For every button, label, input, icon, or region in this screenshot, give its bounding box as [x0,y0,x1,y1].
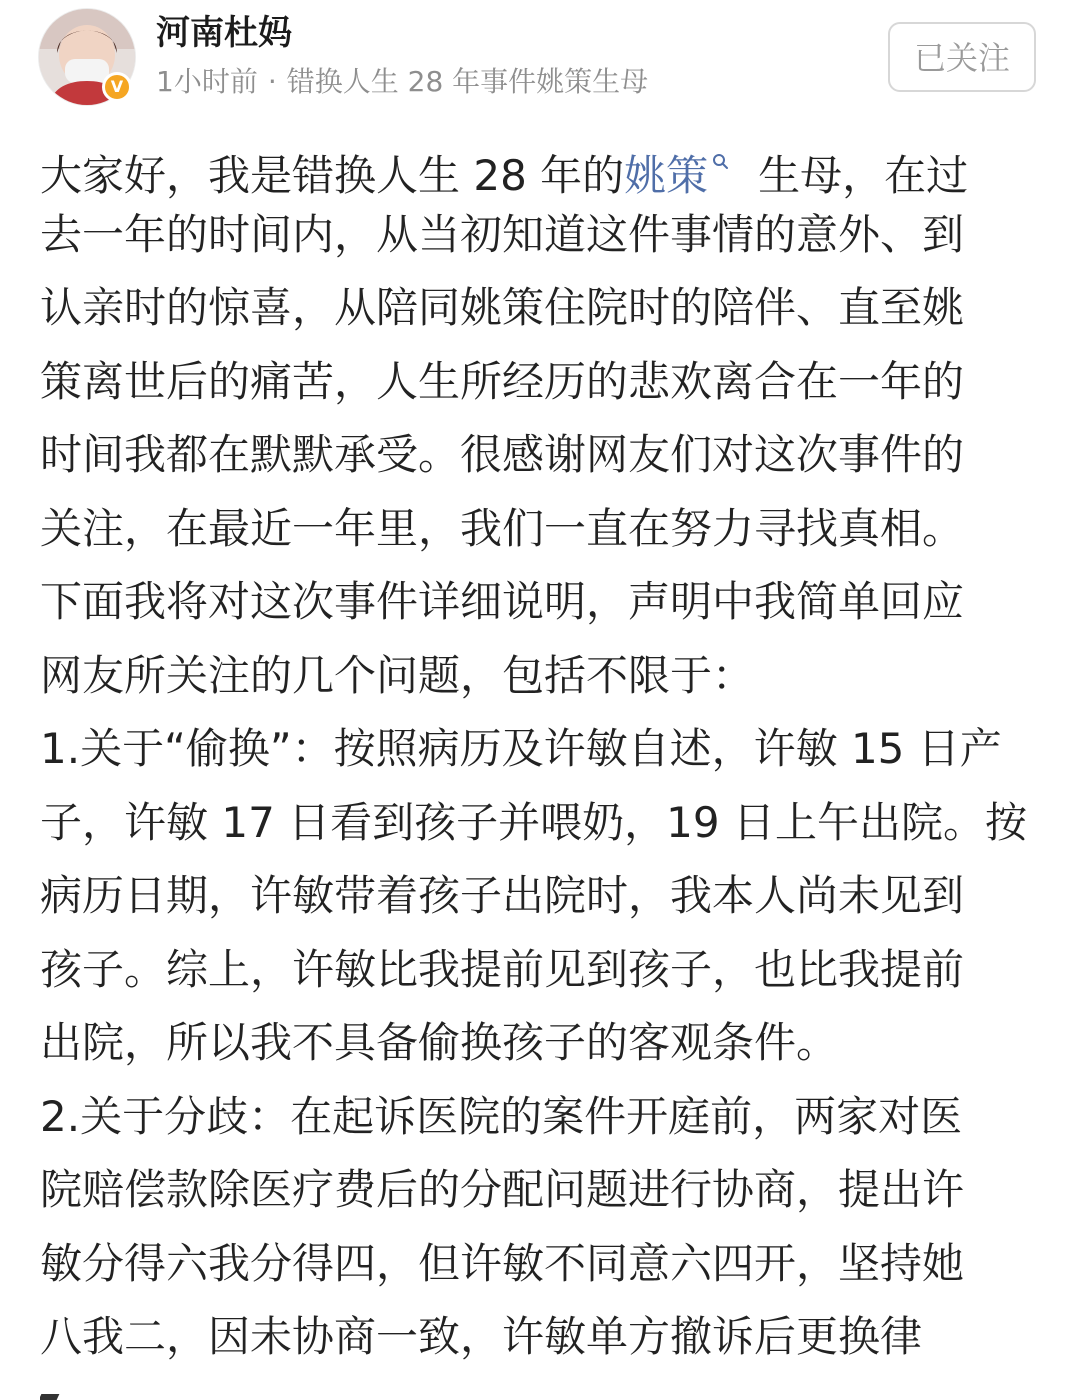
post-line: 敏分得六我分得四，但许敏不同意六四开，坚持她 [40,1238,965,1288]
post-line: 病历日期，许敏带着孩子出院时，我本人尚未见到 [40,871,965,920]
post-meta [156,64,648,100]
post-content [40,124,1040,1374]
user-description: 错换人生 28 年事件姚策生母 [286,65,649,98]
post-line: 去一年的时间内，从当初知道这件事情的意外、到 [40,209,965,259]
post-line: 认亲时的惊喜，从陪同姚策住院时的陪伴、直至姚 [40,283,965,332]
post-line: 子，许敏 17 日看到孩子并喂奶，19 日上午出院。按 [40,797,1027,847]
topic-link[interactable]: 姚策 [624,151,709,200]
user-name[interactable]: 河南杜妈 [156,13,292,53]
post-line: 八我二，因未协商一致，许敏单方撤诉后更换律 [40,1312,923,1361]
post-line [40,124,1040,198]
post-line: 出院，所以我不具备偷换孩子的客观条件。 [40,1018,839,1067]
meta-separator: · [267,65,277,98]
post-text: 生母，在过 [758,151,969,200]
follow-button[interactable]: 已关注 [888,22,1036,92]
post-line: 策离世后的痛苦，人生所经历的悲欢离合在一年的 [40,356,965,406]
post-line: 院赔偿款除医疗费后的分配问题进行协商，提出许 [40,1165,965,1214]
verified-icon: V [102,72,132,102]
post-line: 时间我都在默默承受。很感谢网友们对这次事件的 [40,430,965,479]
post-header [0,0,1080,120]
post-line: 孩子。综上，许敏比我提前见到孩子，也比我提前 [40,944,965,994]
search-icon[interactable] [712,124,746,158]
post-line: 1.关于“偷换”：按照病历及许敏自述，许敏 15 日产 [40,724,1002,773]
post-line: 下面我将对这次事件详细说明，声明中我简单回应 [40,577,965,626]
post-time: 1小时前 [156,65,258,98]
post-text: 大家好，我是错换人生 28 年的 [40,151,625,200]
truncated-text-fragment [40,1384,70,1400]
post-line: 关注，在最近一年里，我们一直在努力寻找真相。 [40,503,965,553]
post-line: 网友所关注的几个问题，包括不限于： [40,650,755,700]
post-line: 2.关于分歧：在起诉医院的案件开庭前，两家对医 [40,1091,963,1141]
avatar-container[interactable] [38,8,136,106]
